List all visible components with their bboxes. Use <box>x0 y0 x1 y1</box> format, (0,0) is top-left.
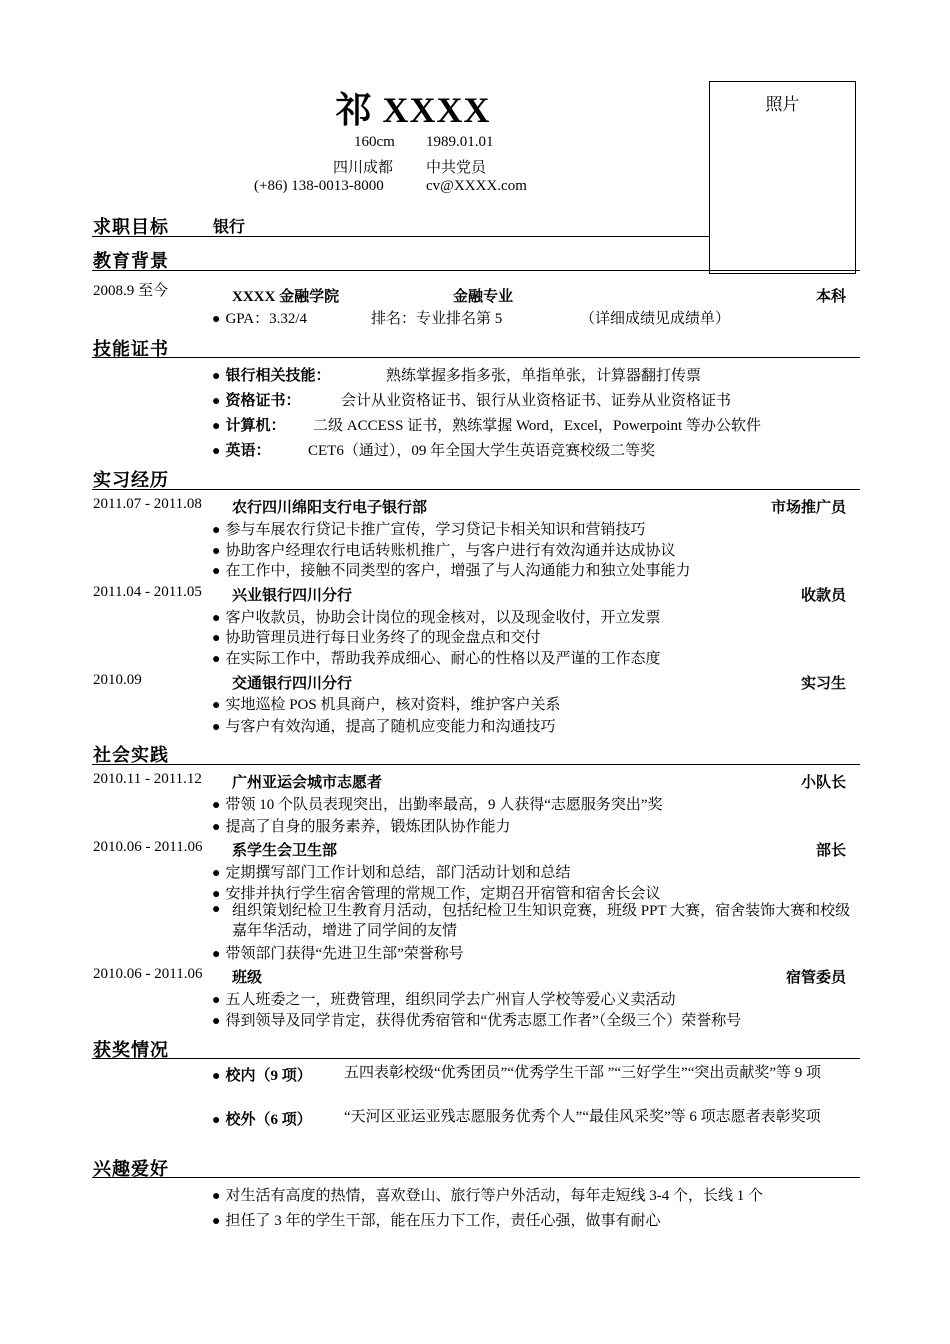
major: 金融专业 <box>453 289 514 305</box>
list-item: ● 与客户有效沟通，提高了随机应变能力和沟通技巧 <box>212 719 556 735</box>
photo-label: 照片 <box>765 95 800 114</box>
list-item: ● 得到领导及同学肯定，获得优秀宿管和“优秀志愿工作者”（全级三个）荣誉称号 <box>212 1013 742 1029</box>
entry-role: 小队长 <box>800 775 846 791</box>
section-divider <box>92 270 860 271</box>
height-value: 160cm <box>354 134 395 150</box>
skill-item: ● 银行相关技能： <box>212 368 331 384</box>
list-item: ● 协助管理员进行每日业务终了的现金盘点和交付 <box>212 630 541 646</box>
entry-date: 2010.09 <box>93 672 142 688</box>
photo-placeholder <box>709 81 856 274</box>
skill-text: 二级 ACCESS 证书，熟练掌握 Word，Excel，Powerpoint 等办公软件 <box>313 418 761 434</box>
list-item: ● 安排并执行学生宿舍管理的常规工作，定期召开宿管和宿舍长会议 <box>212 886 661 902</box>
list-item: ● 在工作中，接触不同类型的客户，增强了与人沟通能力和独立处事能力 <box>212 563 691 579</box>
entry-role: 实习生 <box>800 676 846 692</box>
degree: 本科 <box>815 289 846 305</box>
list-item: ● 担任了 3 年的学生干部，能在压力下工作，责任心强，做事有耐心 <box>212 1213 661 1229</box>
entry-org: 系学生会卫生部 <box>232 843 338 859</box>
entry-org: 农行四川绵阳支行电子银行部 <box>232 500 428 516</box>
section-divider <box>92 357 860 358</box>
phone-value: (+86) 138-0013-8000 <box>254 178 384 194</box>
transcript-note: （详细成绩见成绩单） <box>580 311 731 327</box>
section-divider <box>92 489 860 490</box>
entry-role: 市场推广员 <box>770 500 846 516</box>
list-item: ● 实地巡检 POS 机具商户，核对资料，维护客户关系 <box>212 697 561 713</box>
list-item: ● 在实际工作中，帮助我养成细心、耐心的性格以及严谨的工作态度 <box>212 651 661 667</box>
list-item: ● <box>212 902 221 917</box>
list-item: ● 对生活有高度的热情，喜欢登山、旅行等户外活动，每年走短线 3-4 个，长线 1 个 <box>212 1188 763 1204</box>
awards-section-title: 获奖情况 <box>93 1040 169 1060</box>
objective-section-title: 求职目标 <box>93 217 169 237</box>
objective-value: 银行 <box>213 219 246 236</box>
education-date: 2008.9 至今 <box>93 283 169 299</box>
list-item: ● 协助客户经理农行电话转账机推广，与客户进行有效沟通并达成协议 <box>212 543 676 559</box>
email-value: cv@XXXX.com <box>426 178 527 194</box>
list-item: ● 定期撰写部门工作计划和总结，部门活动计划和总结 <box>212 865 571 881</box>
list-item: ● 五人班委之一，班费管理，组织同学去广州盲人学校等爱心义卖活动 <box>212 992 676 1008</box>
entry-org: 交通银行四川分行 <box>232 676 353 692</box>
section-divider <box>92 1058 860 1059</box>
rank-value: 排名：专业排名第 5 <box>371 311 503 327</box>
entry-role: 宿管委员 <box>785 970 846 986</box>
list-item: ● 带领 10 个队员表现突出，出勤率最高，9 人获得“志愿服务突出”奖 <box>212 797 663 813</box>
skill-item: ● 英语： <box>212 443 271 459</box>
section-divider <box>92 1177 860 1178</box>
school-name: XXXX 金融学院 <box>232 289 340 305</box>
entry-date: 2010.11 - 2011.12 <box>93 771 202 787</box>
section-divider <box>92 236 709 237</box>
education-section-title: 教育背景 <box>93 251 169 271</box>
entry-date: 2011.07 - 2011.08 <box>93 496 202 512</box>
list-item: ● 提高了自身的服务素养，锻炼团队协作能力 <box>212 819 511 835</box>
skill-text: 熟练掌握多指多张，单指单张，计算器翻打传票 <box>386 368 702 384</box>
candidate-name: 祁 XXXX <box>335 90 491 130</box>
list-item-text: 组织策划纪检卫生教育月活动，包括纪检卫生知识竞赛，班级 PPT 大赛，宿舍装饰大赛和校级嘉年华活动，增进了同学间的友情 <box>232 903 851 939</box>
section-divider <box>92 764 860 765</box>
entry-org: 兴业银行四川分行 <box>232 588 353 604</box>
award-text: “天河区亚运亚残志愿服务优秀个人”“最佳风采奖”等 6 项志愿者表彰奖项 <box>344 1109 821 1125</box>
skills-section-title: 技能证书 <box>93 339 169 359</box>
hometown-value: 四川成都 <box>333 160 394 176</box>
award-item: ● 校外（6 项） <box>212 1112 312 1128</box>
entry-role: 收款员 <box>800 588 846 604</box>
social-practice-section-title: 社会实践 <box>93 745 169 765</box>
entry-date: 2011.04 - 2011.05 <box>93 584 202 600</box>
skill-text: 会计从业资格证书、银行从业资格证书、证券从业资格证书 <box>341 393 732 409</box>
list-item: ● 客户收款员，协助会计岗位的现金核对，以及现金收付，开立发票 <box>212 610 661 626</box>
gpa-value: GPA：3.32/4 <box>225 311 308 327</box>
skill-item: ● 资格证书： <box>212 393 301 409</box>
hobbies-section-title: 兴趣爱好 <box>93 1159 169 1179</box>
entry-role: 部长 <box>815 843 846 859</box>
gpa-line: ● GPA：3.32/4 <box>212 311 308 327</box>
internship-section-title: 实习经历 <box>93 470 169 490</box>
political-status-value: 中共党员 <box>426 160 487 176</box>
award-text: 五四表彰校级“优秀团员”“优秀学生干部 ”“三好学生”“突出贡献奖”等 9 项 <box>344 1065 822 1081</box>
birth-date-value: 1989.01.01 <box>426 134 494 150</box>
entry-org: 班级 <box>232 970 263 986</box>
entry-org: 广州亚运会城市志愿者 <box>232 775 383 791</box>
entry-date: 2010.06 - 2011.06 <box>93 839 203 855</box>
skill-item: ● 计算机： <box>212 418 286 434</box>
entry-date: 2010.06 - 2011.06 <box>93 966 203 982</box>
award-item: ● 校内（9 项） <box>212 1068 312 1084</box>
list-item: ● 带领部门获得“先进卫生部”荣誉称号 <box>212 946 464 962</box>
list-item: ● 参与车展农行贷记卡推广宣传，学习贷记卡相关知识和营销技巧 <box>212 522 646 538</box>
skill-text: CET6（通过），09 年全国大学生英语竞赛校级二等奖 <box>308 443 656 459</box>
